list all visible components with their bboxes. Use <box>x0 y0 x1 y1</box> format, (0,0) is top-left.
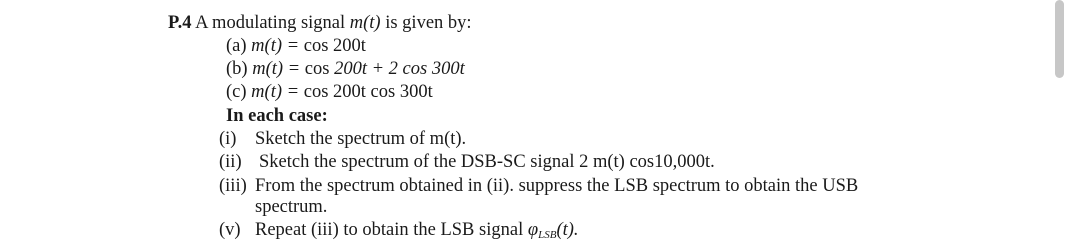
case-lhs: m(t) = <box>251 36 304 56</box>
case-rhs-cos: cos <box>304 59 335 79</box>
task-label: (iii) <box>219 176 247 196</box>
vertical-scrollbar[interactable] <box>1055 0 1064 78</box>
case-rhs: cos 200t <box>303 36 366 56</box>
problem-intro-suffix: is given by: <box>380 13 472 33</box>
phi-subscript: LSB <box>538 229 557 241</box>
problem-header <box>168 12 472 35</box>
problem-intro-signal: m(t) <box>349 13 381 33</box>
task-label: (i) <box>219 129 237 149</box>
task-iii <box>219 175 858 198</box>
task-text: From the spectrum obtained in (ii). suppress the LSB spectrum to obtain the USB <box>255 176 859 196</box>
task-ii <box>219 151 715 174</box>
task-i <box>219 128 466 151</box>
in-each-case-heading: In each case: <box>226 106 328 126</box>
case-label: (a) <box>226 36 252 56</box>
case-lhs: m(t) = <box>251 82 304 102</box>
case-lhs: m(t) = <box>252 59 305 79</box>
case-b <box>226 58 465 81</box>
case-a <box>226 35 366 58</box>
task-v <box>219 219 579 247</box>
task-label: (v) <box>219 220 241 240</box>
case-rhs: cos 200t cos 300t <box>303 82 433 102</box>
task-text: Sketch the spectrum of m(t). <box>255 129 467 149</box>
task-text: Repeat (iii) to obtain the LSB signal <box>255 220 528 240</box>
case-label: (c) <box>226 82 252 102</box>
problem-number: P.4 <box>168 13 192 33</box>
case-rhs-rest: 200t + 2 cos 300t <box>334 59 465 79</box>
case-label: (b) <box>226 59 253 79</box>
task-iii-continuation: spectrum. <box>255 197 328 217</box>
phi-argument: (t). <box>556 220 579 240</box>
case-c <box>226 81 433 104</box>
task-text: Sketch the spectrum of the DSB-SC signal 2 m(t) cos10,000t. <box>259 152 715 172</box>
phi-symbol: φ <box>527 220 539 240</box>
problem-intro-prefix: A modulating signal <box>191 13 350 33</box>
task-label: (ii) <box>219 152 242 172</box>
